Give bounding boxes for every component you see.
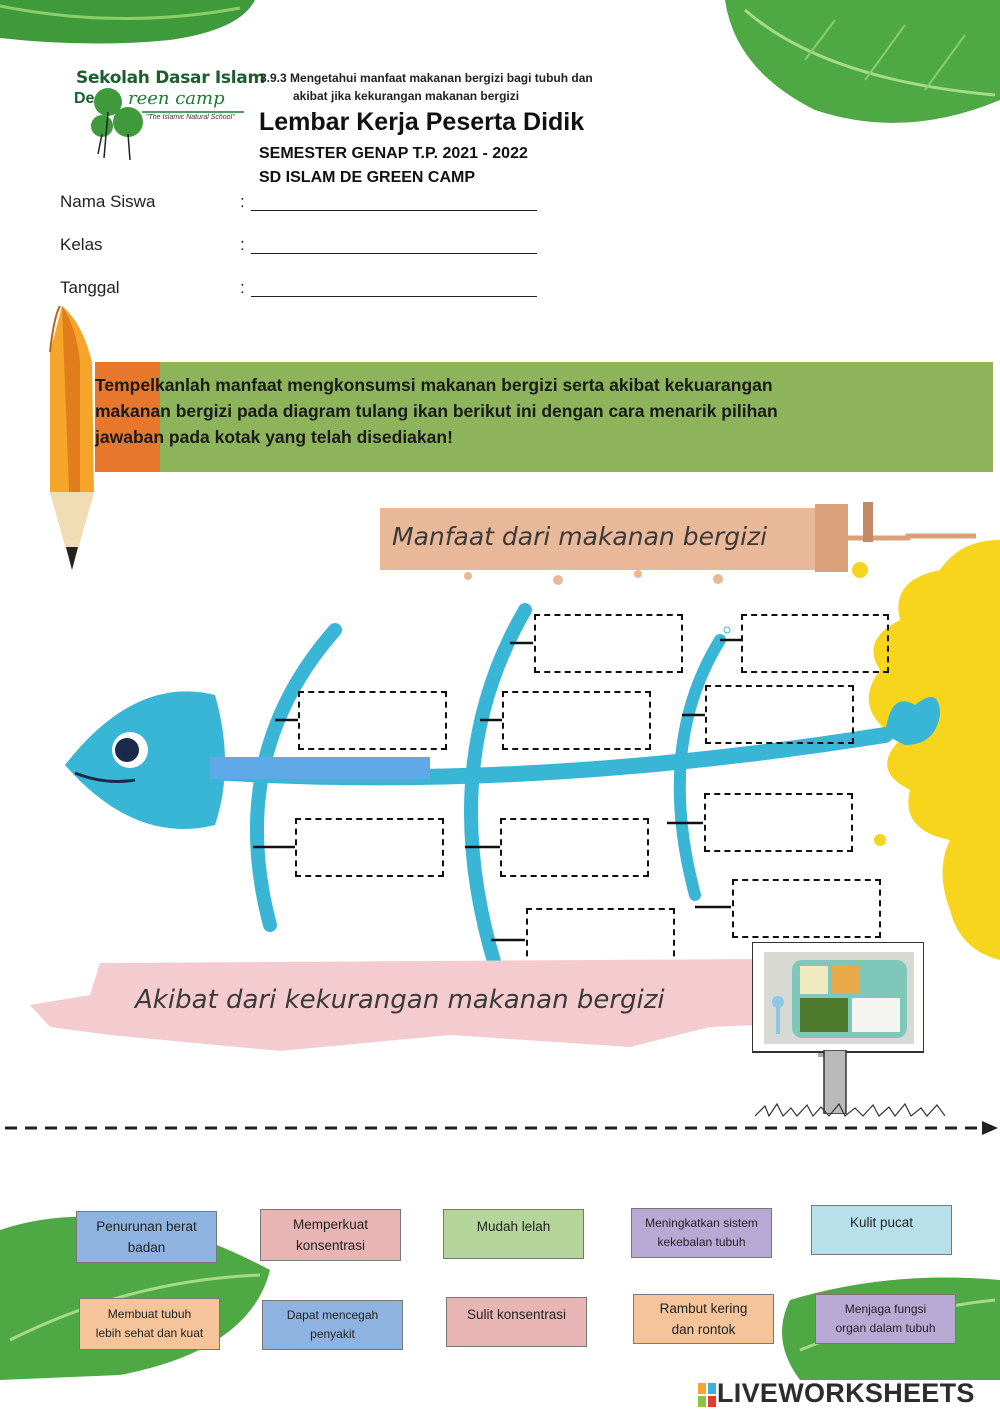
option-text xyxy=(96,1216,197,1258)
option-text-line: lebih sehat dan kuat xyxy=(95,1326,204,1340)
school-tagline: "The Islamic Natural School" xyxy=(146,114,235,121)
manfaat-heading: Manfaat dari makanan bergizi xyxy=(392,522,768,551)
class-label: Kelas xyxy=(60,235,103,254)
school-name-camp: reen camp xyxy=(128,88,225,109)
drop-target-box[interactable] xyxy=(732,879,881,938)
instruction-line-1: Tempelkanlah manfaat mengkonsumsi makanan bergizi serta akibat kekuarangan xyxy=(95,375,773,395)
option-text xyxy=(850,1212,913,1233)
student-name-field[interactable] xyxy=(251,210,537,211)
option-text xyxy=(477,1216,551,1237)
option-text xyxy=(96,1305,203,1343)
option-menjaga-fungsi-organ[interactable] xyxy=(815,1294,956,1344)
grass-decoration xyxy=(755,1100,945,1118)
option-text xyxy=(293,1214,368,1256)
drop-target-box[interactable] xyxy=(534,614,683,673)
competency-line-2: akibat jika kekurangan makanan bergizi xyxy=(293,89,520,103)
drop-target-box[interactable] xyxy=(500,818,649,877)
field-colon: : xyxy=(240,235,245,254)
page-title: Lembar Kerja Peserta Didik xyxy=(259,108,585,136)
class-field[interactable] xyxy=(251,253,537,254)
instruction-line-3: jawaban pada kotak yang telah disediakan! xyxy=(95,427,453,447)
instruction-text xyxy=(95,372,975,450)
option-text-line: badan xyxy=(127,1240,166,1255)
liveworksheets-brand: LIVEWORKSHEETS xyxy=(717,1378,975,1408)
option-text-line: Meningkatkan sistem xyxy=(645,1216,758,1230)
option-kulit-pucat[interactable] xyxy=(811,1205,952,1255)
drop-target-box[interactable] xyxy=(298,691,447,750)
option-dapat-mencegah-penyakit[interactable] xyxy=(262,1300,403,1350)
date-field[interactable] xyxy=(251,296,537,297)
option-text-line: konsentrasi xyxy=(295,1238,366,1253)
option-text-line: Penurunan berat xyxy=(96,1219,197,1234)
option-text-line: Rambut kering xyxy=(659,1301,748,1316)
option-text-line: dan rontok xyxy=(671,1322,736,1337)
option-membuat-tubuh-sehat[interactable] xyxy=(79,1298,220,1350)
option-text-line: Membuat tubuh xyxy=(107,1307,192,1321)
option-text-line: Mudah lelah xyxy=(476,1219,551,1234)
school-name: Sekolah Dasar Islam xyxy=(76,68,265,88)
date-label: Tanggal xyxy=(60,278,120,297)
field-colon: : xyxy=(240,192,245,211)
school-label: SD ISLAM DE GREEN CAMP xyxy=(259,169,476,186)
option-text-line: Kulit pucat xyxy=(849,1215,914,1230)
drop-target-box[interactable] xyxy=(502,691,651,750)
field-colon: : xyxy=(240,278,245,297)
liveworksheets-logo-icon xyxy=(698,1383,716,1407)
option-text-line: Dapat mencegah xyxy=(286,1308,379,1322)
option-penurunan-berat-badan[interactable] xyxy=(76,1211,217,1263)
option-text-line: organ dalam tubuh xyxy=(835,1321,936,1335)
option-text xyxy=(835,1300,935,1338)
option-sulit-konsentrasi[interactable] xyxy=(446,1297,587,1347)
drop-target-box[interactable] xyxy=(741,614,889,673)
lunchbox-sign-image xyxy=(752,942,924,1057)
option-text-line: Menjaga fungsi xyxy=(844,1302,927,1316)
competency-line-1: 3.9.3 Mengetahui manfaat makanan bergizi bagi tubuh dan xyxy=(260,71,593,85)
option-rambut-kering-rontok[interactable] xyxy=(633,1294,774,1344)
option-text-line: Memperkuat xyxy=(292,1217,369,1232)
option-text-line: Sulit konsentrasi xyxy=(466,1307,567,1322)
option-meningkatkan-sistem-kekebalan[interactable] xyxy=(631,1208,772,1258)
semester-label: SEMESTER GENAP T.P. 2021 - 2022 xyxy=(259,145,528,162)
option-text-line: kekebalan tubuh xyxy=(657,1235,746,1249)
option-text xyxy=(645,1214,758,1252)
divider-arrow xyxy=(0,1118,1000,1138)
drop-target-box[interactable] xyxy=(704,793,853,852)
option-text-line: penyakit xyxy=(310,1327,355,1341)
option-mudah-lelah[interactable] xyxy=(443,1209,584,1259)
school-name-de: De xyxy=(74,90,95,107)
akibat-heading: Akibat dari kekurangan makanan bergizi xyxy=(135,985,665,1015)
option-memperkuat-konsentrasi[interactable] xyxy=(260,1209,401,1261)
student-name-label: Nama Siswa xyxy=(60,192,156,211)
leaf-decoration-top-right xyxy=(705,0,1000,130)
option-text xyxy=(660,1298,748,1340)
instruction-line-2: makanan bergizi pada diagram tulang ikan berikut ini dengan cara menarik pilihan xyxy=(95,401,778,421)
drop-target-box[interactable] xyxy=(295,818,444,877)
option-text xyxy=(467,1304,566,1325)
option-text xyxy=(287,1306,378,1344)
drop-target-box[interactable] xyxy=(705,685,854,744)
pencil-icon xyxy=(42,302,102,574)
leaf-decoration-top-left xyxy=(0,0,260,48)
